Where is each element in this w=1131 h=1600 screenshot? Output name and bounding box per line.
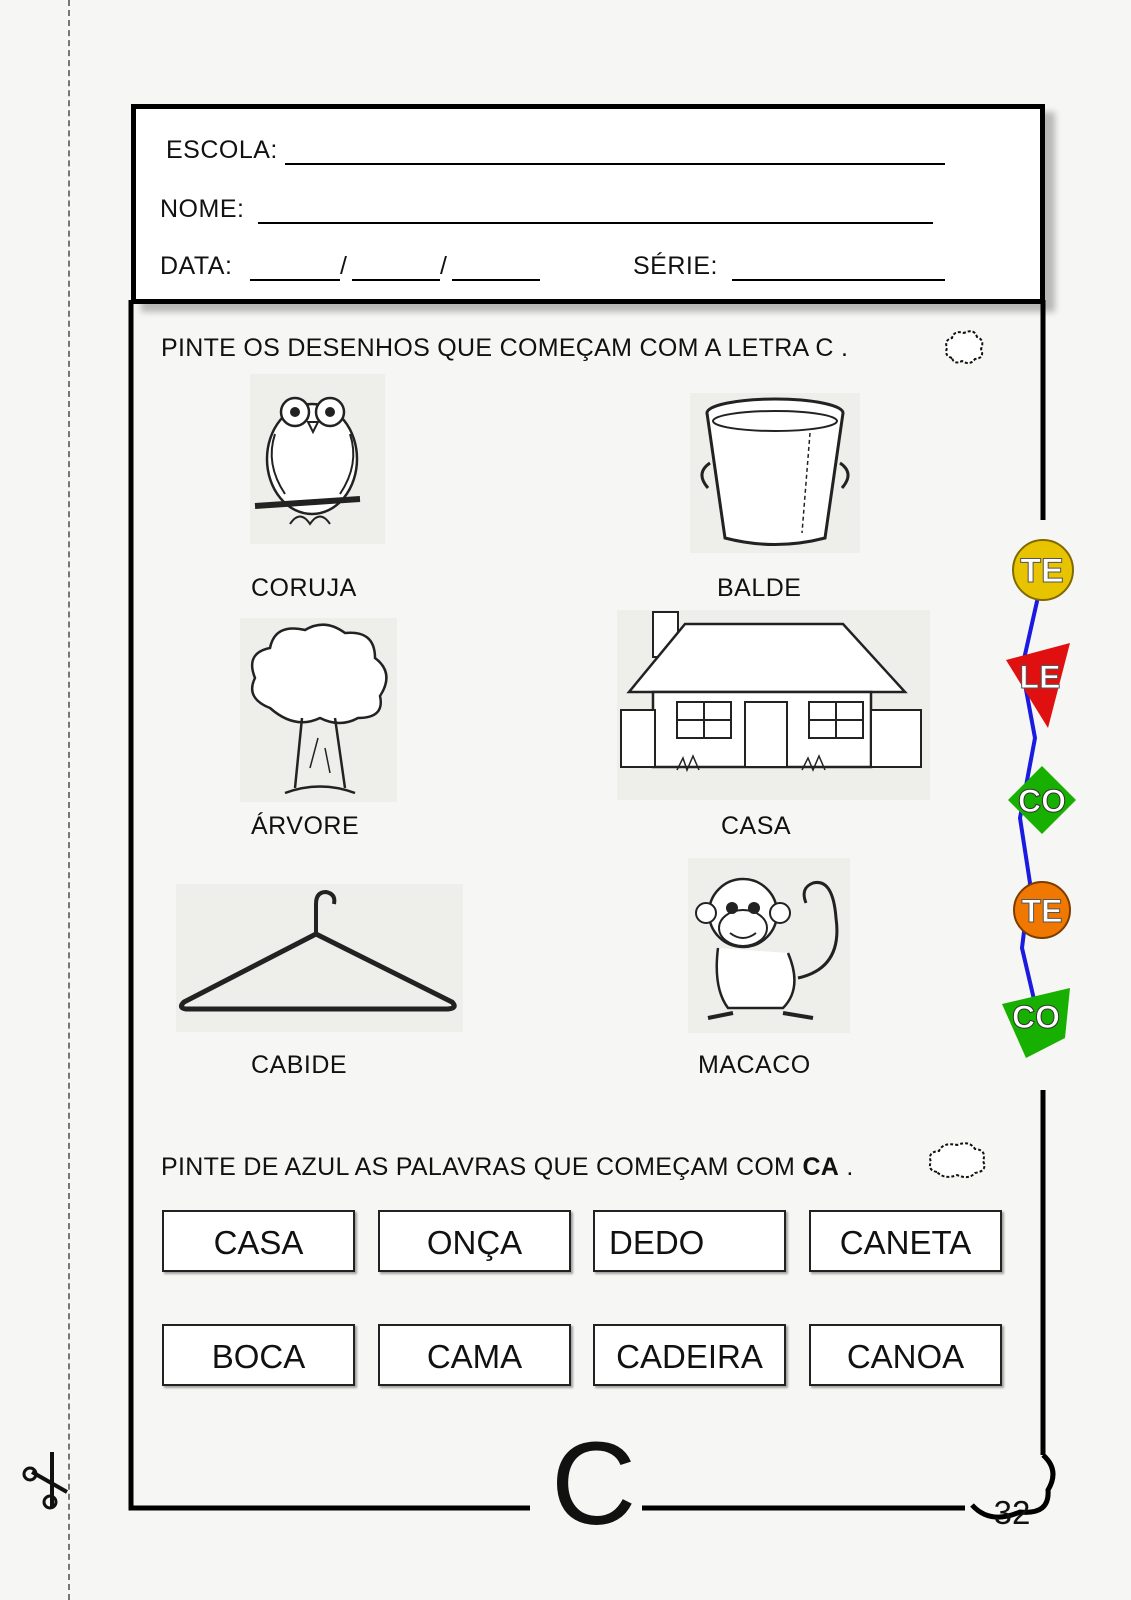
badge-label: LE — [1019, 659, 1061, 695]
grade-label: SÉRIE: — [633, 252, 718, 280]
caption-cabide: CABIDE — [251, 1051, 348, 1079]
word-box[interactable]: ONÇA — [378, 1210, 571, 1272]
school-label: ESCOLA: — [166, 136, 278, 164]
house-picture[interactable] — [617, 610, 930, 800]
word-box[interactable]: CAMA — [378, 1324, 571, 1386]
bucket-picture[interactable] — [690, 393, 860, 553]
badge-label: TE — [1021, 893, 1063, 929]
tree-picture[interactable] — [240, 618, 397, 802]
hanger-picture[interactable] — [176, 884, 463, 1032]
caption-macaco: MACACO — [698, 1051, 811, 1079]
caption-coruja: CORUJA — [251, 574, 357, 602]
exercise1-instruction: PINTE OS DESENHOS QUE COMEÇAM COM A LETRA C . — [161, 334, 849, 362]
badge-label: CO — [1018, 783, 1066, 819]
badge-label: CO — [1012, 999, 1060, 1035]
date-label: DATA: — [160, 252, 233, 280]
badge-label: TE — [1020, 552, 1064, 590]
caption-casa: CASA — [721, 812, 792, 840]
caption-balde: BALDE — [717, 574, 802, 602]
house-icon — [617, 610, 930, 800]
caption-arvore: ÁRVORE — [251, 812, 360, 840]
tree-icon — [240, 618, 397, 802]
date-month-line[interactable] — [352, 279, 440, 281]
owl-icon — [250, 374, 385, 544]
date-year-line[interactable] — [452, 279, 540, 281]
footer-letter: C — [545, 1425, 642, 1543]
school-line[interactable] — [285, 163, 945, 165]
cloud-icon — [925, 1140, 989, 1182]
page-number: 32 — [993, 1494, 1031, 1531]
date-day-line[interactable] — [250, 279, 340, 281]
word-box[interactable]: CANOA — [809, 1324, 1002, 1386]
word-box[interactable]: BOCA — [162, 1324, 355, 1386]
monkey-icon — [688, 858, 850, 1033]
header-box — [131, 104, 1045, 304]
name-line[interactable] — [258, 222, 933, 224]
word-box[interactable]: CASA — [162, 1210, 355, 1272]
word-box[interactable]: CANETA — [809, 1210, 1002, 1272]
word-box[interactable]: CADEIRA — [593, 1324, 786, 1386]
side-badges — [1000, 538, 1100, 1058]
word-box[interactable]: DEDO — [593, 1210, 786, 1272]
cloud-icon — [942, 328, 986, 368]
owl-picture[interactable] — [250, 374, 385, 544]
bucket-icon — [690, 393, 860, 553]
grade-line[interactable] — [732, 279, 945, 281]
date-separator: / — [340, 252, 348, 280]
exercise2-instruction: PINTE DE AZUL AS PALAVRAS QUE COMEÇAM COM CA . — [161, 1153, 854, 1181]
date-separator: / — [440, 252, 448, 280]
hanger-icon — [176, 884, 463, 1032]
monkey-picture[interactable] — [688, 858, 850, 1033]
name-label: NOME: — [160, 195, 245, 223]
